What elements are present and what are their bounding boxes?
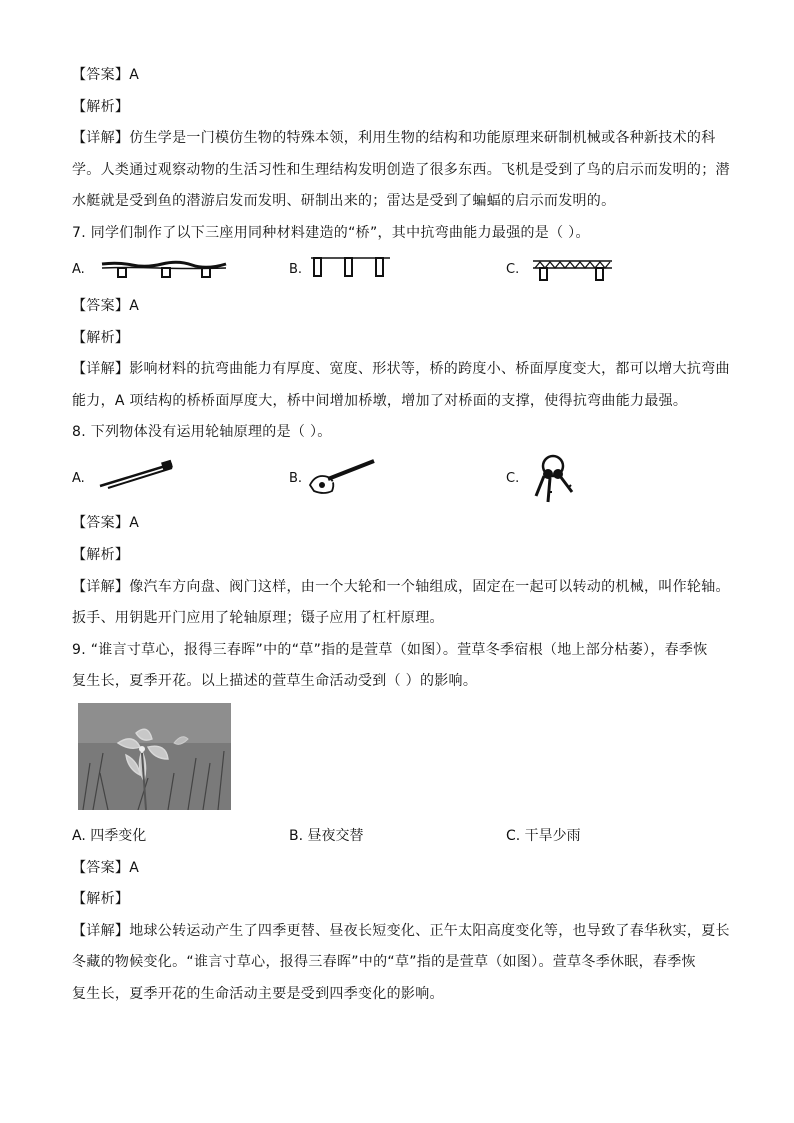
- q8-detail-line-2: 扳手、用钥匙开门应用了轮轴原理；镊子应用了杠杆原理。: [72, 610, 444, 626]
- q7-option-a-label: A.: [72, 262, 85, 277]
- q8-option-c-label: C.: [506, 471, 520, 486]
- q8-keys-figure: [526, 452, 580, 506]
- answer-value: A: [129, 298, 140, 314]
- q7-bridge-c-figure: [530, 256, 616, 284]
- q8-answer-line: [72, 513, 139, 533]
- answer-value: A: [129, 515, 140, 531]
- q7-detail-line-2: 能力，A 项结构的桥桥面厚度大，桥中间增加桥墩，增加了对桥面的支撑，使得抗弯曲能力最强。: [72, 393, 688, 409]
- q9-option-a: A. 四季变化: [72, 828, 147, 844]
- q8-question: 8. 下列物体没有运用轮轴原理的是（ ）。: [72, 424, 332, 440]
- answer-value: A: [129, 860, 140, 876]
- q7-option-b-label: B.: [289, 262, 303, 277]
- q9-detail-line-2: 冬藏的物候变化。“谁言寸草心，报得三春晖”中的“草”指的是萱草（如图）。萱草冬季休眠，春季恢: [72, 954, 696, 970]
- q6-analysis-tag: 【解析】: [72, 99, 130, 115]
- q7-detail-line-1: [72, 359, 730, 379]
- q6-detail-line-2: 学。人类通过观察动物的生活习性和生理结构发明创造了很多东西。飞机是受到了鸟的启示而发明的；潜: [72, 162, 730, 178]
- q7-bridge-b-figure: [308, 254, 394, 282]
- daylily-photo: [78, 703, 231, 810]
- answer-tag: 【答案】: [72, 67, 130, 83]
- q9-detail-line-1: [72, 921, 730, 941]
- q7-answer-line: [72, 296, 139, 316]
- q9-option-c: C. 干旱少雨: [506, 828, 581, 844]
- q8-wrench-valve-figure: [306, 455, 382, 497]
- q9-detail-line-3: 复生长，夏季开花的生命活动主要是受到四季变化的影响。: [72, 986, 444, 1002]
- q6-detail-line-3: 水艇就是受到鱼的潜游启发而发明、研制出来的；雷达是受到了蝙蝠的启示而发明的。: [72, 193, 616, 209]
- q9-question-line-1: 9. “谁言寸草心，报得三春晖”中的“草”指的是萱草（如图）。萱草冬季宿根（地上部分枯萎），春季恢: [72, 642, 708, 658]
- q8-detail-line-1: [72, 577, 730, 597]
- detail-tag: 【详解】: [72, 130, 130, 146]
- q8-option-b-label: B.: [289, 471, 303, 486]
- q8-analysis-tag: 【解析】: [72, 547, 130, 563]
- detail-text: 仿生学是一门模仿生物的特殊本领，利用生物的结构和功能原理来研制机械或各种新技术的科: [129, 130, 716, 146]
- detail-text: 像汽车方向盘、阀门这样，由一个大轮和一个轴组成，固定在一起可以转动的机械，叫作轮轴。: [129, 579, 730, 595]
- q7-question: 7. 同学们制作了以下三座用同种材料建造的“桥”，其中抗弯曲能力最强的是（ ）。: [72, 225, 590, 241]
- answer-value: A: [129, 67, 140, 83]
- q7-analysis-tag: 【解析】: [72, 330, 130, 346]
- detail-tag: 【详解】: [72, 923, 130, 939]
- detail-tag: 【详解】: [72, 361, 130, 377]
- detail-tag: 【详解】: [72, 579, 130, 595]
- q9-option-b: B. 昼夜交替: [289, 828, 364, 844]
- q9-answer-line: [72, 858, 139, 878]
- q8-tweezers-figure: [96, 458, 178, 494]
- q7-bridge-a-figure: [98, 256, 233, 284]
- q9-question-line-2: 复生长，夏季开花。以上描述的萱草生命活动受到（ ）的影响。: [72, 673, 478, 689]
- q7-option-c-label: C.: [506, 262, 520, 277]
- q6-answer-line: [72, 65, 139, 85]
- detail-text: 影响材料的抗弯曲能力有厚度、宽度、形状等，桥的跨度小、桥面厚度变大，都可以增大抗弯曲: [129, 361, 730, 377]
- answer-tag: 【答案】: [72, 298, 130, 314]
- answer-tag: 【答案】: [72, 860, 130, 876]
- answer-tag: 【答案】: [72, 515, 130, 531]
- q8-option-a-label: A.: [72, 471, 85, 486]
- detail-text: 地球公转运动产生了四季更替、昼夜长短变化、正午太阳高度变化等，也导致了春华秋实，夏长: [129, 923, 730, 939]
- q6-detail-line-1: [72, 128, 716, 148]
- q9-analysis-tag: 【解析】: [72, 891, 130, 907]
